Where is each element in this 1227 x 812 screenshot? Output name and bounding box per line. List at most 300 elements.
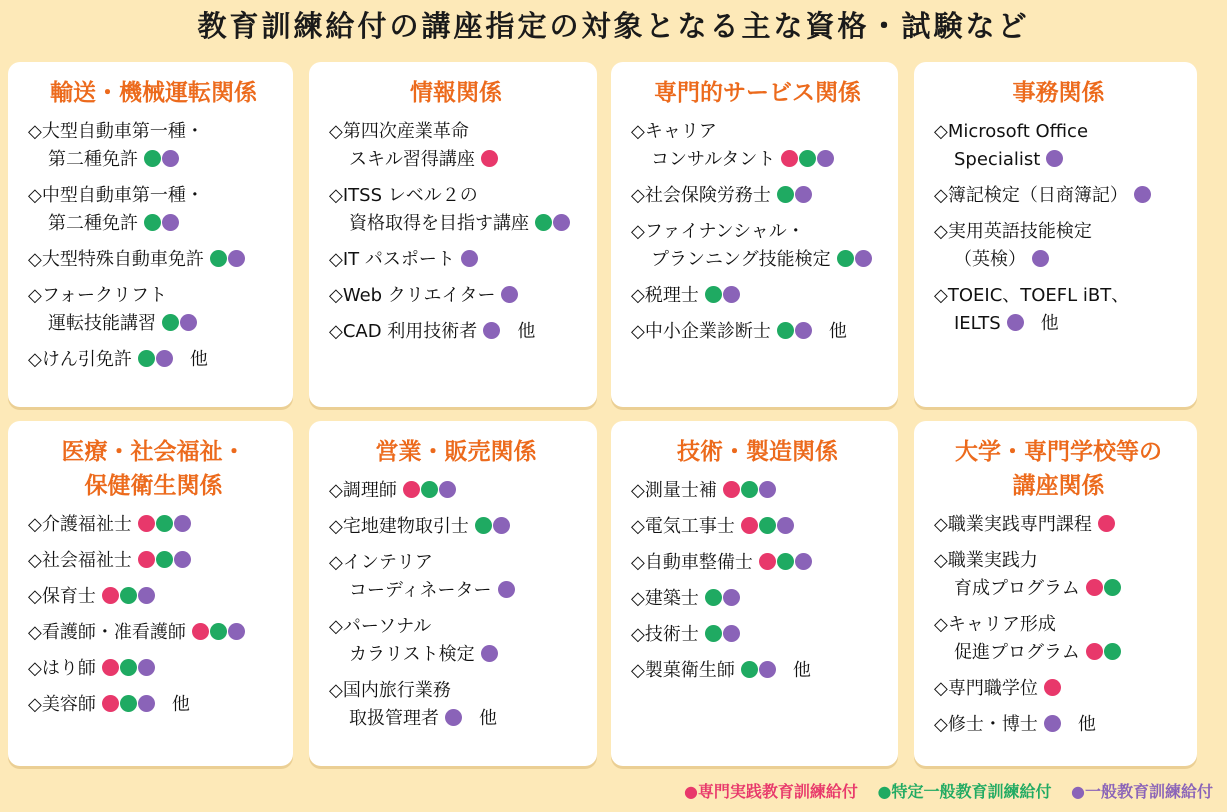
card-title: 輸送・機械運転関係 xyxy=(50,80,257,106)
green-dot-icon xyxy=(210,250,227,267)
benefit-dots xyxy=(192,621,246,649)
item-line xyxy=(329,705,583,735)
benefit-dots xyxy=(777,320,813,348)
item-line xyxy=(28,511,279,541)
item-text: ◇電気工事士 xyxy=(631,516,735,537)
list-item xyxy=(329,282,583,312)
item-line xyxy=(631,585,884,615)
item-text: ◇大型自動車第一種・ xyxy=(28,121,204,142)
item-text: ◇建築士 xyxy=(631,588,699,609)
benefit-dots xyxy=(162,312,198,340)
benefit-dots xyxy=(475,515,511,543)
purple-dot-icon xyxy=(1134,186,1151,203)
item-line xyxy=(631,513,884,543)
item-text: ◇実用英語技能検定 xyxy=(934,221,1092,242)
item-line xyxy=(934,511,1183,541)
item-line xyxy=(631,477,884,507)
item-text: ◇職業実践力 xyxy=(934,550,1038,571)
green-dot-icon xyxy=(837,250,854,267)
purple-dot-icon xyxy=(180,314,197,331)
item-text: プランニング技能検定 xyxy=(651,249,831,270)
list-item xyxy=(631,621,884,651)
purple-dot-icon xyxy=(174,515,191,532)
benefit-dots xyxy=(1098,513,1116,541)
list-item xyxy=(934,675,1183,705)
green-dot-icon xyxy=(705,625,722,642)
green-dot-icon xyxy=(705,589,722,606)
purple-dot-icon xyxy=(493,517,510,534)
item-line xyxy=(631,621,884,651)
list-item xyxy=(28,346,279,376)
purple-dot-icon xyxy=(759,481,776,498)
item-text: ◇看護師・准看護師 xyxy=(28,622,186,643)
green-dot-icon xyxy=(120,587,137,604)
item-line xyxy=(329,677,583,705)
item-text: ◇キャリア形成 xyxy=(934,614,1056,635)
list-item xyxy=(934,511,1183,541)
item-line xyxy=(631,146,884,176)
item-line xyxy=(329,210,583,240)
purple-dot-icon xyxy=(138,587,155,604)
benefit-dots xyxy=(144,148,180,176)
legend-green: ●特定一般教育訓練給付 xyxy=(877,782,1052,801)
purple-dot-icon xyxy=(723,589,740,606)
item-text: 取扱管理者 xyxy=(349,708,439,729)
item-line xyxy=(329,282,583,312)
benefit-dots xyxy=(445,707,463,735)
purple-dot-icon xyxy=(795,322,812,339)
benefit-dots xyxy=(138,513,192,541)
list-item xyxy=(28,182,279,240)
list-item xyxy=(934,118,1183,176)
benefit-dots xyxy=(705,587,741,615)
qualification-grid xyxy=(8,62,1220,768)
green-dot-icon xyxy=(799,150,816,167)
item-text: ◇ファイナンシャル・ xyxy=(631,221,805,242)
item-text: ◇社会福祉士 xyxy=(28,550,132,571)
item-text: ◇美容師 xyxy=(28,694,96,715)
item-text: ◇インテリア xyxy=(329,552,433,573)
benefit-dots xyxy=(705,284,741,312)
pink-dot-icon xyxy=(481,150,498,167)
item-text: 運転技能講習 xyxy=(48,313,156,334)
benefit-dots xyxy=(144,212,180,240)
etc-label: 他 xyxy=(517,321,536,342)
item-text: ◇国内旅行業務 xyxy=(329,680,451,701)
benefit-dots xyxy=(102,657,156,685)
item-line xyxy=(631,549,884,579)
item-line xyxy=(28,282,279,310)
item-text: ◇TOEIC、TOEFL iBT、 xyxy=(934,285,1130,306)
pink-dot-icon xyxy=(723,481,740,498)
green-dot-icon xyxy=(138,350,155,367)
item-line xyxy=(934,711,1183,741)
list-item xyxy=(28,619,279,649)
item-text: ◇測量士補 xyxy=(631,480,717,501)
benefit-dots xyxy=(741,515,795,543)
etc-label: 他 xyxy=(1077,714,1096,735)
item-text: Specialist xyxy=(954,149,1041,170)
benefit-dots xyxy=(535,212,571,240)
item-text: ◇税理士 xyxy=(631,285,699,306)
item-text: ◇中型自動車第一種・ xyxy=(28,185,204,206)
green-dot-icon xyxy=(741,661,758,678)
list-item xyxy=(934,182,1183,212)
item-line xyxy=(631,318,884,348)
green-dot-icon xyxy=(1104,643,1121,660)
purple-dot-icon xyxy=(777,517,794,534)
benefit-dots xyxy=(481,643,499,671)
benefit-dots xyxy=(1007,312,1025,340)
item-text: ◇第四次産業革命 xyxy=(329,121,469,142)
list-item xyxy=(329,677,583,735)
item-line xyxy=(28,246,279,276)
list-item xyxy=(934,282,1183,340)
item-text: IELTS xyxy=(954,313,1001,334)
list-item xyxy=(28,583,279,613)
benefit-dots xyxy=(102,693,156,721)
page-title: 教育訓練給付の講座指定の対象となる主な資格・試験など xyxy=(197,9,1030,43)
green-dot-icon xyxy=(705,286,722,303)
item-line xyxy=(631,218,884,246)
item-line xyxy=(28,310,279,340)
list-item xyxy=(28,282,279,340)
benefit-dots xyxy=(1044,713,1062,741)
pink-dot-icon xyxy=(1086,579,1103,596)
item-line xyxy=(934,611,1183,639)
list-item xyxy=(934,218,1183,276)
benefit-dots xyxy=(759,551,813,579)
purple-dot-icon xyxy=(439,481,456,498)
category-card xyxy=(914,421,1197,766)
item-line xyxy=(28,346,279,376)
legend-pink: ●専門実践教育訓練給付 xyxy=(683,782,858,801)
item-text: ◇製菓衛生師 xyxy=(631,660,735,681)
item-text: 資格取得を目指す講座 xyxy=(349,213,529,234)
item-line xyxy=(934,675,1183,705)
benefit-dots xyxy=(1086,641,1122,669)
category-card xyxy=(611,62,898,407)
list-item xyxy=(934,547,1183,605)
purple-dot-icon xyxy=(483,322,500,339)
purple-dot-icon xyxy=(445,709,462,726)
item-text: ◇技術士 xyxy=(631,624,699,645)
etc-label: 他 xyxy=(828,321,847,342)
list-item xyxy=(28,655,279,685)
list-item xyxy=(631,182,884,212)
item-text: ◇簿記検定（日商簿記） xyxy=(934,185,1128,206)
item-line xyxy=(934,575,1183,605)
item-line xyxy=(329,549,583,577)
list-item xyxy=(28,511,279,541)
pink-dot-icon xyxy=(192,623,209,640)
item-text: コンサルタント xyxy=(651,149,776,170)
category-card xyxy=(914,62,1197,407)
item-line xyxy=(28,182,279,210)
etc-label: 他 xyxy=(1040,313,1059,334)
item-line xyxy=(934,146,1183,176)
list-item xyxy=(631,549,884,579)
benefit-dots xyxy=(781,148,835,176)
purple-dot-icon xyxy=(461,250,478,267)
list-item xyxy=(631,218,884,276)
item-line xyxy=(329,641,583,671)
green-dot-icon xyxy=(144,214,161,231)
item-line xyxy=(631,182,884,212)
list-item xyxy=(329,246,583,276)
item-line xyxy=(934,118,1183,146)
item-text: コーディネーター xyxy=(349,580,492,601)
item-text: 促進プログラム xyxy=(954,642,1080,663)
list-item xyxy=(631,477,884,507)
item-line xyxy=(934,547,1183,575)
item-text: ◇修士・博士 xyxy=(934,714,1038,735)
item-text: ◇保育士 xyxy=(28,586,96,607)
item-text: ◇ITSS レベル２の xyxy=(329,185,478,206)
purple-dot-icon xyxy=(138,695,155,712)
item-line xyxy=(934,218,1183,246)
item-text: 第二種免許 xyxy=(48,213,138,234)
item-line xyxy=(934,282,1183,310)
purple-dot-icon xyxy=(162,214,179,231)
list-item xyxy=(28,246,279,276)
item-line xyxy=(934,639,1183,669)
item-text: ◇自動車整備士 xyxy=(631,552,753,573)
item-text: ◇けん引免許 xyxy=(28,349,132,370)
pink-dot-icon xyxy=(1044,679,1061,696)
item-text: ◇調理師 xyxy=(329,480,397,501)
item-line xyxy=(28,691,279,721)
card-title: 大学・専門学校等の 講座関係 xyxy=(955,439,1162,499)
benefit-dots xyxy=(403,479,457,507)
benefit-dots xyxy=(723,479,777,507)
green-dot-icon xyxy=(120,695,137,712)
list-item xyxy=(329,118,583,176)
item-line xyxy=(631,118,884,146)
purple-dot-icon xyxy=(501,286,518,303)
pink-dot-icon xyxy=(102,659,119,676)
item-text: ◇社会保険労務士 xyxy=(631,185,771,206)
benefit-dots xyxy=(837,248,873,276)
benefit-dots xyxy=(501,284,519,312)
item-text: ◇職業実践専門課程 xyxy=(934,514,1092,535)
list-item xyxy=(631,318,884,348)
item-line xyxy=(329,182,583,210)
purple-dot-icon xyxy=(228,250,245,267)
list-item xyxy=(631,118,884,176)
item-text: ◇Web クリエイター xyxy=(329,285,496,306)
benefit-dots xyxy=(741,659,777,687)
purple-dot-icon xyxy=(759,661,776,678)
item-line xyxy=(28,146,279,176)
pink-dot-icon xyxy=(1098,515,1115,532)
item-text: ◇中小企業診断士 xyxy=(631,321,771,342)
green-dot-icon xyxy=(1104,579,1121,596)
green-dot-icon xyxy=(156,515,173,532)
purple-dot-icon xyxy=(156,350,173,367)
list-item xyxy=(28,691,279,721)
list-item xyxy=(934,711,1183,741)
list-item xyxy=(329,549,583,607)
purple-dot-icon xyxy=(1007,314,1024,331)
item-line xyxy=(329,577,583,607)
item-text: スキル習得講座 xyxy=(349,149,475,170)
item-line xyxy=(28,547,279,577)
item-line xyxy=(329,318,583,348)
list-item xyxy=(631,513,884,543)
item-text: ◇フォークリフト xyxy=(28,285,167,306)
item-line xyxy=(631,282,884,312)
list-item xyxy=(631,585,884,615)
item-line xyxy=(934,246,1183,276)
item-text: カラリスト検定 xyxy=(349,644,475,665)
purple-dot-icon xyxy=(481,645,498,662)
purple-dot-icon xyxy=(855,250,872,267)
item-line xyxy=(329,513,583,543)
pink-dot-icon xyxy=(138,515,155,532)
purple-dot-icon xyxy=(162,150,179,167)
card-title: 情報関係 xyxy=(410,80,502,106)
item-text: （英検） xyxy=(954,249,1026,270)
benefit-dots xyxy=(1032,248,1050,276)
pink-dot-icon xyxy=(102,695,119,712)
green-dot-icon xyxy=(162,314,179,331)
purple-dot-icon xyxy=(795,186,812,203)
purple-dot-icon xyxy=(817,150,834,167)
list-item xyxy=(329,182,583,240)
purple-dot-icon xyxy=(1032,250,1049,267)
pink-dot-icon xyxy=(1086,643,1103,660)
purple-dot-icon xyxy=(138,659,155,676)
green-dot-icon xyxy=(475,517,492,534)
item-line xyxy=(28,210,279,240)
benefit-dots xyxy=(1134,184,1152,212)
purple-dot-icon xyxy=(723,625,740,642)
item-text: ◇CAD 利用技術者 xyxy=(329,321,478,342)
category-card xyxy=(309,421,597,766)
green-dot-icon xyxy=(210,623,227,640)
pink-dot-icon xyxy=(781,150,798,167)
benefit-dots xyxy=(705,623,741,651)
green-dot-icon xyxy=(777,553,794,570)
green-dot-icon xyxy=(777,186,794,203)
list-item xyxy=(631,282,884,312)
item-line xyxy=(329,146,583,176)
benefit-dots xyxy=(138,549,192,577)
purple-dot-icon xyxy=(553,214,570,231)
item-text: ◇専門職学位 xyxy=(934,678,1038,699)
list-item xyxy=(329,318,583,348)
card-title: 専門的サービス関係 xyxy=(654,80,861,106)
benefit-dots xyxy=(498,579,516,607)
benefit-dots xyxy=(1086,577,1122,605)
list-item xyxy=(28,118,279,176)
card-title: 技術・製造関係 xyxy=(677,439,838,465)
list-item xyxy=(329,613,583,671)
green-dot-icon xyxy=(421,481,438,498)
benefit-dots xyxy=(210,248,246,276)
purple-dot-icon xyxy=(498,581,515,598)
category-card xyxy=(8,421,293,766)
pink-dot-icon xyxy=(102,587,119,604)
list-item xyxy=(329,513,583,543)
legend-purple: ●一般教育訓練給付 xyxy=(1071,782,1213,801)
benefit-dots xyxy=(102,585,156,613)
pink-dot-icon xyxy=(741,517,758,534)
item-text: ◇大型特殊自動車免許 xyxy=(28,249,204,270)
benefit-dots xyxy=(481,148,499,176)
item-text: ◇宅地建物取引士 xyxy=(329,516,469,537)
item-text: ◇キャリア xyxy=(631,121,717,142)
etc-label: 他 xyxy=(792,660,811,681)
item-text: ◇パーソナル xyxy=(329,616,432,637)
etc-label: 他 xyxy=(189,349,208,370)
benefit-dots xyxy=(1046,148,1064,176)
green-dot-icon xyxy=(741,481,758,498)
list-item xyxy=(631,657,884,687)
item-line xyxy=(329,118,583,146)
item-line xyxy=(28,619,279,649)
item-line xyxy=(934,182,1183,212)
purple-dot-icon xyxy=(174,551,191,568)
pink-dot-icon xyxy=(403,481,420,498)
benefit-dots xyxy=(777,184,813,212)
card-title: 事務関係 xyxy=(1012,80,1105,106)
purple-dot-icon xyxy=(228,623,245,640)
list-item xyxy=(329,477,583,507)
green-dot-icon xyxy=(535,214,552,231)
etc-label: 他 xyxy=(171,694,190,715)
category-card xyxy=(8,62,293,407)
item-text: 育成プログラム xyxy=(954,578,1080,599)
legend xyxy=(670,779,1213,802)
card-title: 医療・社会福祉・ 保健衛生関係 xyxy=(61,439,246,499)
item-line xyxy=(28,118,279,146)
benefit-dots xyxy=(1044,677,1062,705)
etc-label: 他 xyxy=(479,708,497,729)
item-line xyxy=(329,477,583,507)
purple-dot-icon xyxy=(723,286,740,303)
green-dot-icon xyxy=(777,322,794,339)
list-item xyxy=(28,547,279,577)
item-line xyxy=(329,246,583,276)
item-text: ◇IT パスポート xyxy=(329,249,455,270)
item-line xyxy=(631,657,884,687)
purple-dot-icon xyxy=(1046,150,1063,167)
item-text: ◇介護福祉士 xyxy=(28,514,132,535)
green-dot-icon xyxy=(120,659,137,676)
item-line xyxy=(28,583,279,613)
card-title: 営業・販売関係 xyxy=(375,439,537,465)
item-line xyxy=(28,655,279,685)
purple-dot-icon xyxy=(795,553,812,570)
green-dot-icon xyxy=(156,551,173,568)
item-text: ◇Microsoft Office xyxy=(934,121,1089,142)
benefit-dots xyxy=(138,348,174,376)
list-item xyxy=(934,611,1183,669)
pink-dot-icon xyxy=(759,553,776,570)
item-line xyxy=(934,310,1183,340)
category-card xyxy=(611,421,898,766)
green-dot-icon xyxy=(759,517,776,534)
benefit-dots xyxy=(483,320,501,348)
item-text: ◇はり師 xyxy=(28,658,96,679)
green-dot-icon xyxy=(144,150,161,167)
item-line xyxy=(631,246,884,276)
item-line xyxy=(329,613,583,641)
item-text: 第二種免許 xyxy=(48,149,138,170)
category-card xyxy=(309,62,597,407)
